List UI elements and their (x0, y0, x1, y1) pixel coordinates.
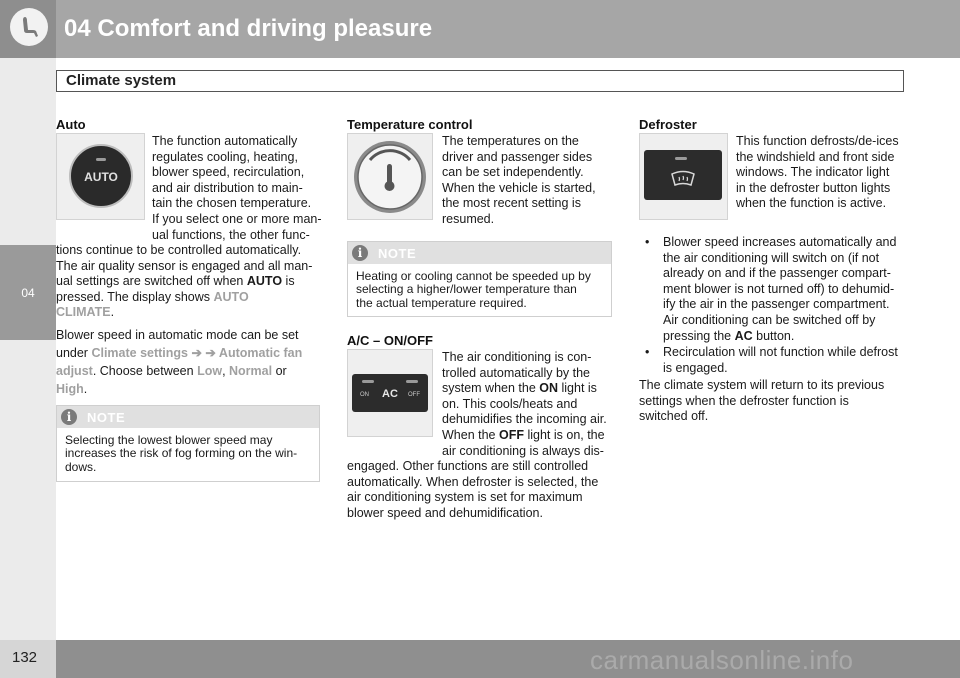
text-line: dows. (65, 459, 97, 474)
text-line: in the defroster button lights (736, 180, 891, 195)
text-line: Air conditioning can be switched off by (663, 312, 876, 327)
text-line: Selecting the lowest blower speed may (65, 433, 273, 447)
text-line: air conditioning is always dis- (442, 443, 604, 458)
text-line: windows. The indicator light (736, 165, 890, 180)
text-line: increases the risk of fog forming on the win- (65, 446, 298, 461)
text-line: The air conditioning is con- (442, 350, 592, 364)
text-line: resumed. (442, 211, 495, 226)
text-line (442, 428, 607, 444)
ac-text-wrapped (442, 350, 607, 459)
ac-label: AC (382, 388, 398, 400)
text-line (56, 344, 302, 362)
text-line: on. This cools/heats and (442, 396, 578, 411)
text-line: automatically. When defroster is selected, the (347, 474, 599, 489)
text-span: or (272, 364, 287, 378)
text-span: pressing the (663, 328, 735, 343)
text-span: light is (558, 381, 597, 396)
info-icon: i (352, 245, 368, 261)
text-line: blower speed and dehumidification. (347, 505, 543, 520)
temperature-knob-icon (348, 134, 432, 219)
auto-text-full (56, 243, 312, 321)
text-line: The climate system will return to its previous (639, 378, 885, 392)
side-margin (0, 58, 56, 640)
defroster-bullet-1 (663, 235, 896, 344)
text-line (56, 274, 312, 290)
seat-icon (10, 8, 48, 46)
defroster-bullet-2 (663, 345, 898, 376)
defroster-closing-text (639, 378, 884, 425)
off-key: OFF (498, 427, 524, 442)
text-span: . Choose between (92, 364, 198, 378)
text-line: Heating or cooling cannot be speeded up by (356, 269, 591, 283)
temperature-text (442, 134, 596, 228)
text-line: When the vehicle is started, (442, 180, 596, 195)
menu-adjust: adjust (56, 364, 93, 378)
text-line: The air quality sensor is engaged and all man- (56, 258, 313, 273)
text-line: trolled automatically by the (442, 365, 590, 380)
auto-button-label: AUTO (84, 170, 118, 184)
text-line: already on and if the passenger compart- (663, 266, 891, 281)
note-label: NOTE (87, 410, 126, 425)
chapter-tab-number: 04 (21, 286, 35, 300)
text-span: is (282, 274, 295, 289)
auto-indicator-light (96, 158, 106, 161)
text-line: the air conditioning will switch on (if not (663, 250, 880, 265)
text-span: system when the (442, 381, 540, 396)
text-line: ual functions, the other func- (152, 227, 310, 242)
display-text-auto: AUTO (213, 289, 249, 304)
text-span: . (110, 305, 115, 320)
off-label: OFF (408, 392, 420, 398)
text-line: tions continue to be controlled automatically. (56, 243, 302, 257)
auto-heading: Auto (56, 117, 86, 132)
option-normal: Normal (229, 364, 273, 378)
chapter-title: 04 Comfort and driving pleasure (64, 15, 433, 42)
windshield-defrost-icon (670, 170, 696, 188)
text-line: This function defrosts/de-ices (736, 134, 899, 148)
text-line (442, 381, 607, 397)
off-indicator-light (406, 380, 418, 383)
info-icon: i (61, 409, 77, 425)
text-line: tain the chosen temperature. (152, 196, 312, 211)
note-box-temperature (347, 241, 612, 317)
ac-heading: A/C – ON/OFF (347, 333, 433, 348)
note-text (356, 270, 591, 310)
text-line: regulates cooling, heating, (152, 149, 298, 164)
auto-text-wrapped (152, 134, 322, 243)
menu-arrow-icon: ➔ ➔ (188, 346, 219, 360)
text-span: When the (442, 427, 499, 442)
option-low: Low (197, 364, 223, 378)
text-line: The function automatically (152, 134, 298, 148)
temperature-heading: Temperature control (347, 117, 473, 132)
text-line: selecting a higher/lower temperature than (356, 282, 577, 297)
text-line: ify the air in the passenger compartment. (663, 297, 890, 312)
ac-button-panel (352, 374, 428, 412)
text-line (56, 305, 312, 321)
text-span: . (83, 382, 88, 396)
bullet-marker: • (645, 235, 650, 249)
option-high: High (56, 382, 84, 396)
on-indicator-light (362, 380, 374, 383)
text-span: , (222, 364, 230, 378)
text-line: Recirculation will not function while defrost (663, 345, 898, 359)
ac-text-full (347, 459, 598, 521)
text-line: and air distribution to main- (152, 180, 303, 195)
text-line: Blower speed increases automatically and (663, 235, 897, 249)
text-span: ual settings are switched off when (56, 274, 244, 289)
defroster-heading: Defroster (639, 117, 697, 132)
section-title-bar (56, 70, 904, 92)
text-line: The temperatures on the (442, 134, 579, 148)
watermark: carmanualsonline.info (590, 645, 854, 675)
text-line: when the function is active. (736, 196, 887, 211)
text-line (56, 290, 312, 306)
defroster-text (736, 134, 899, 212)
on-label: ON (360, 392, 369, 398)
text-line: If you select one or more man- (152, 211, 322, 226)
auto-button (69, 144, 133, 208)
text-span: under (56, 346, 92, 360)
text-line: settings when the defroster function is (639, 393, 849, 408)
text-line: blower speed, recirculation, (152, 165, 305, 180)
text-line: the windshield and front side (736, 149, 895, 164)
text-line: the actual temperature required. (356, 295, 527, 310)
auto-key: AUTO (246, 274, 283, 289)
ac-button-image (347, 349, 433, 437)
text-line: can be set independently. (442, 165, 584, 180)
menu-climate-settings: Climate settings (91, 346, 189, 360)
text-line: the most recent setting is (442, 196, 581, 211)
temperature-knob-image (347, 133, 433, 220)
text-line (56, 362, 302, 380)
menu-automatic-fan: Automatic fan (218, 346, 303, 360)
text-line: engaged. Other functions are still controlled (347, 459, 589, 473)
text-line (663, 329, 896, 345)
text-span: pressed. The display shows (56, 289, 214, 304)
ac-key: AC (734, 328, 753, 343)
defroster-indicator-light (675, 157, 687, 160)
text-span: button. (752, 328, 795, 343)
text-line: ment blower is not turned off) to dehumid- (663, 281, 895, 296)
note-text (65, 434, 297, 474)
bullet-marker: • (645, 345, 650, 359)
text-line (56, 380, 302, 398)
auto-button-image (56, 133, 145, 220)
text-span: light is on, the (523, 427, 605, 442)
text-line: driver and passenger sides (442, 149, 593, 164)
defroster-button (644, 150, 722, 200)
on-key: ON (539, 381, 559, 396)
note-box-blower (56, 405, 320, 482)
text-line: dehumidifies the incoming air. (442, 412, 607, 427)
section-title: Climate system (66, 72, 177, 89)
text-line: air conditioning system is set for maximum (347, 490, 583, 505)
text-line: is engaged. (663, 360, 728, 375)
blower-paragraph (56, 326, 302, 398)
display-text-climate: CLIMATE (56, 305, 111, 320)
page-number: 132 (12, 649, 38, 666)
defroster-button-image (639, 133, 728, 220)
text-line: switched off. (639, 409, 709, 424)
note-label: NOTE (378, 246, 417, 261)
text-line: Blower speed in automatic mode can be set (56, 328, 299, 342)
